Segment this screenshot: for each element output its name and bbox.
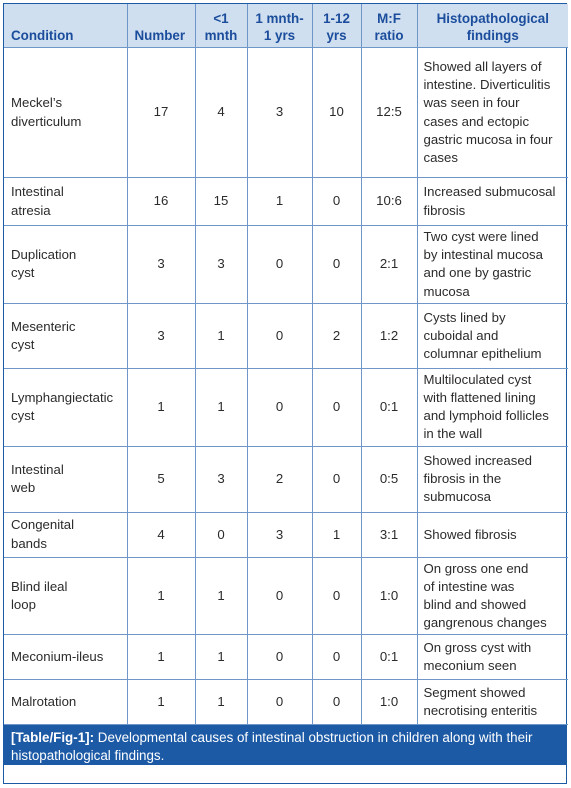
caption-text: Developmental causes of intestinal obstruction in children along with their histopathological findings. [11,730,533,764]
cell-condition: Meckel’s diverticulum [4,48,127,178]
header-1mnth-1yr: 1 mnth- 1 yrs [247,4,312,48]
cell-1mnth-1yr: 2 [247,446,312,512]
cell-findings: Increased submucosal fibrosis [417,178,568,226]
cell-lt1mnth: 15 [195,178,247,226]
cell-lt1mnth: 1 [195,303,247,368]
table-row [4,226,568,304]
table-row [4,303,568,368]
cell-number: 3 [127,303,195,368]
cell-1mnth-1yr: 0 [247,557,312,635]
table-row [4,368,568,446]
cell-1mnth-1yr: 3 [247,48,312,178]
table-row [4,680,568,725]
cell-findings: Two cyst were lined by intestinal mucosa and one by gastric mucosa [417,226,568,304]
table-body [4,48,568,725]
cell-number: 1 [127,368,195,446]
header-lt1mnth: <1 mnth [195,4,247,48]
cell-1-12yrs: 0 [312,635,361,680]
cell-condition: Meconium-ileus [4,635,127,680]
cell-lt1mnth: 1 [195,368,247,446]
cell-1mnth-1yr: 0 [247,680,312,725]
cell-condition: Mesenteric cyst [4,303,127,368]
cell-lt1mnth: 1 [195,680,247,725]
cell-condition: Intestinal web [4,446,127,512]
cell-number: 5 [127,446,195,512]
cell-number: 1 [127,557,195,635]
cell-mf-ratio: 2:1 [361,226,417,304]
cell-mf-ratio: 0:1 [361,635,417,680]
cell-1-12yrs: 0 [312,178,361,226]
cell-number: 4 [127,512,195,557]
cell-1mnth-1yr: 0 [247,303,312,368]
table-row [4,635,568,680]
table-row [4,446,568,512]
cell-lt1mnth: 3 [195,446,247,512]
header-number: Number [127,4,195,48]
cell-condition: Blind ileal loop [4,557,127,635]
cell-1-12yrs: 2 [312,303,361,368]
cell-1mnth-1yr: 0 [247,635,312,680]
cell-1mnth-1yr: 0 [247,368,312,446]
header-row [4,4,568,48]
cell-1mnth-1yr: 1 [247,178,312,226]
cell-lt1mnth: 4 [195,48,247,178]
cell-1-12yrs: 0 [312,680,361,725]
cell-mf-ratio: 0:1 [361,368,417,446]
cell-findings: On gross one end of intestine was blind and showed gangrenous changes [417,557,568,635]
cell-1-12yrs: 10 [312,48,361,178]
cell-lt1mnth: 0 [195,512,247,557]
cell-condition: Malrotation [4,680,127,725]
cell-findings: Showed fibrosis [417,512,568,557]
cell-condition: Intestinal atresia [4,178,127,226]
cell-findings: Showed all layers of intestine. Diverticulitis was seen in four cases and ectopic gastric mucosa in four cases [417,48,568,178]
cell-number: 16 [127,178,195,226]
cell-1-12yrs: 0 [312,557,361,635]
header-1-12yrs: 1-12 yrs [312,4,361,48]
cell-findings: Segment showed necrotising enteritis [417,680,568,725]
header-condition: Condition [4,4,127,48]
cell-1-12yrs: 0 [312,226,361,304]
cell-1mnth-1yr: 3 [247,512,312,557]
cell-number: 1 [127,680,195,725]
cell-1-12yrs: 0 [312,368,361,446]
cell-mf-ratio: 10:6 [361,178,417,226]
cell-lt1mnth: 1 [195,557,247,635]
cell-findings: Cysts lined by cuboidal and columnar epithelium [417,303,568,368]
cell-mf-ratio: 1:0 [361,680,417,725]
cell-number: 17 [127,48,195,178]
cell-1mnth-1yr: 0 [247,226,312,304]
caption-label: [Table/Fig-1]: [11,730,95,746]
cell-condition: Congenital bands [4,512,127,557]
cell-mf-ratio: 1:0 [361,557,417,635]
table-figure [3,3,567,784]
data-table [4,4,568,725]
cell-number: 3 [127,226,195,304]
cell-lt1mnth: 1 [195,635,247,680]
cell-mf-ratio: 0:5 [361,446,417,512]
cell-findings: Showed increased fibrosis in the submucosa [417,446,568,512]
header-mf-ratio: M:F ratio [361,4,417,48]
cell-1-12yrs: 1 [312,512,361,557]
table-row [4,557,568,635]
cell-mf-ratio: 12:5 [361,48,417,178]
cell-mf-ratio: 1:2 [361,303,417,368]
header-histopathology: Histopathological findings [417,4,568,48]
cell-findings: Multiloculated cyst with flattened lining and lymphoid follicles in the wall [417,368,568,446]
cell-findings: On gross cyst with meconium seen [417,635,568,680]
cell-1-12yrs: 0 [312,446,361,512]
table-row [4,512,568,557]
table-caption [4,725,566,765]
table-row [4,48,568,178]
cell-condition: Duplication cyst [4,226,127,304]
cell-number: 1 [127,635,195,680]
cell-lt1mnth: 3 [195,226,247,304]
table-row [4,178,568,226]
cell-condition: Lymphangiectatic cyst [4,368,127,446]
cell-mf-ratio: 3:1 [361,512,417,557]
